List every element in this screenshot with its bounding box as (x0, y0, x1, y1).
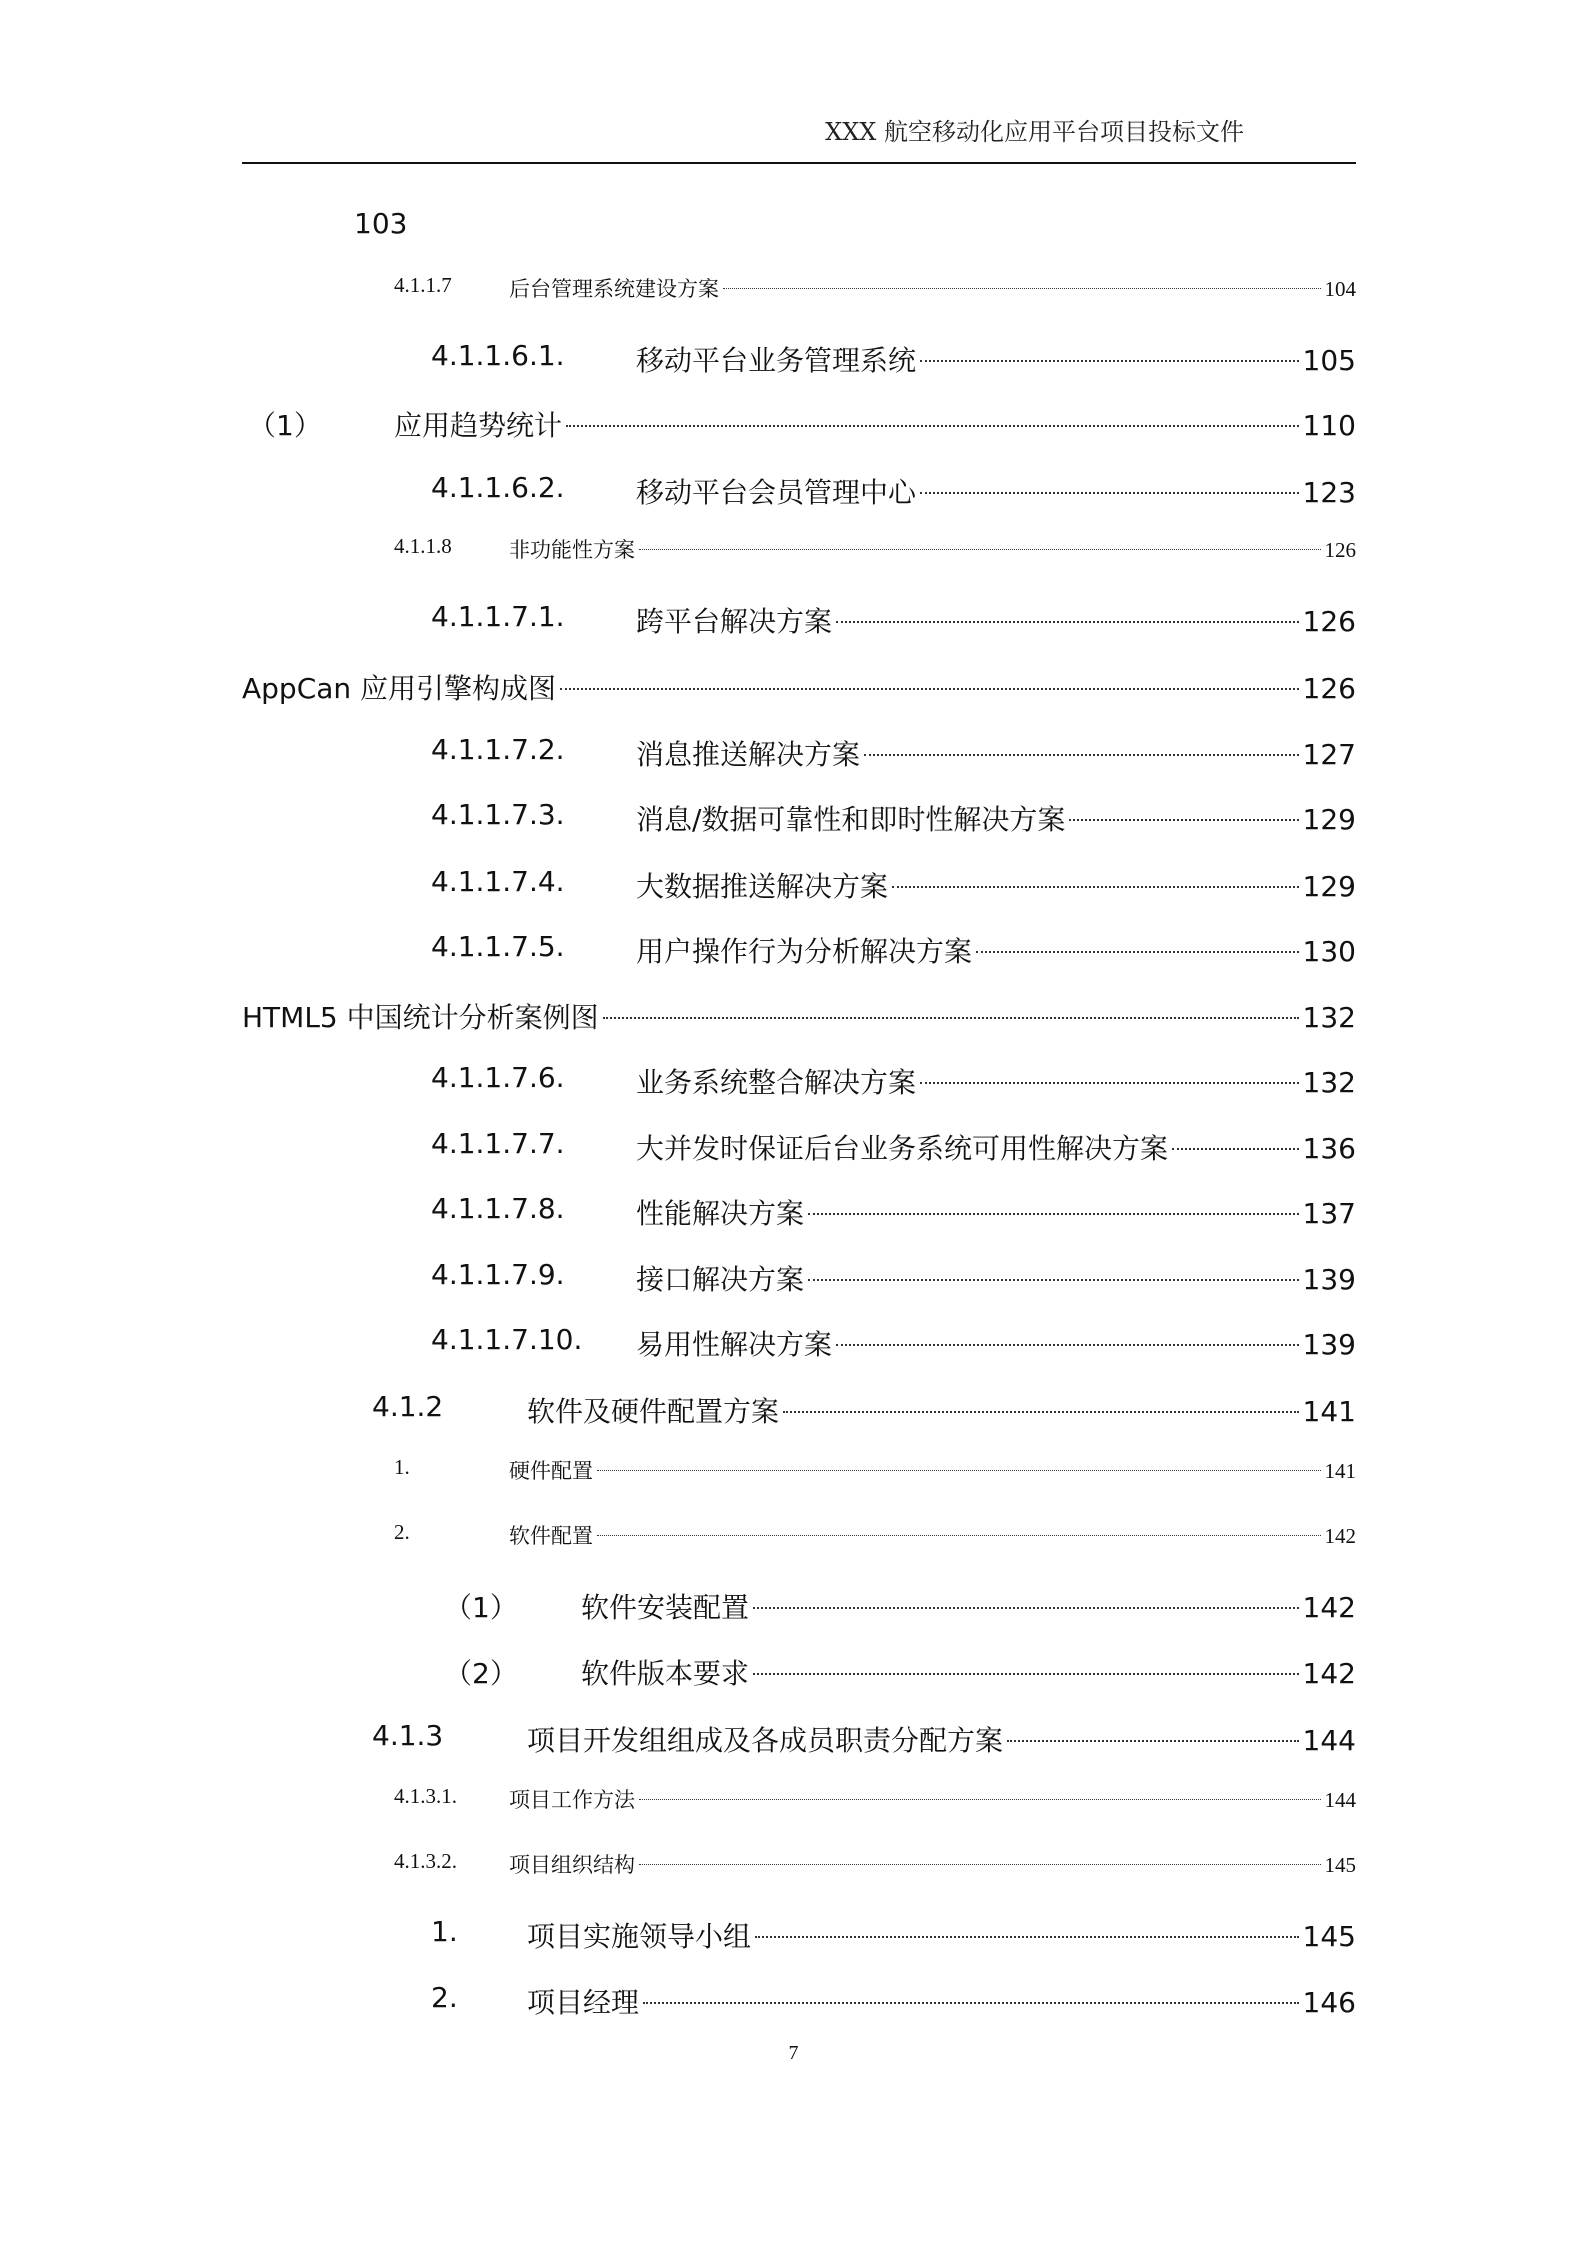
toc-entry-page: 137 (1302, 1197, 1356, 1230)
toc-entry-title: 性能解决方案 (636, 1197, 805, 1230)
toc-entry[interactable] (0, 930, 1356, 970)
toc-entry-page: 139 (1302, 1263, 1356, 1296)
toc-entry-title: 项目组织结构 (509, 1853, 635, 1877)
toc-entry-page: 142 (1302, 1657, 1356, 1690)
toc-entry[interactable] (0, 1784, 1356, 1824)
toc-entry-number: 4.1.1.7.7. (431, 1127, 565, 1160)
toc-entry[interactable] (0, 1652, 1356, 1692)
dot-leader (920, 492, 1299, 494)
dot-leader (597, 1535, 1321, 1536)
dot-leader (892, 886, 1299, 888)
dot-leader (864, 754, 1299, 756)
toc-entry[interactable] (0, 1586, 1356, 1626)
toc-entry-page: 145 (1324, 1853, 1356, 1877)
toc-entry-title: 103 (354, 207, 408, 240)
toc-entry[interactable] (0, 798, 1356, 838)
toc-entry-title: 大数据推送解决方案 (636, 870, 889, 903)
toc-entry-page: 104 (1324, 277, 1356, 301)
toc-entry-title: 易用性解决方案 (636, 1328, 833, 1361)
toc-entry-page: 123 (1302, 476, 1356, 509)
dot-leader (920, 1082, 1299, 1084)
toc-entry-title: 消息/数据可靠性和即时性解决方案 (636, 803, 1066, 836)
toc-entry[interactable] (0, 733, 1356, 773)
dot-leader (808, 1279, 1299, 1281)
toc-entry-title: 业务系统整合解决方案 (636, 1066, 917, 1099)
toc-entry[interactable] (0, 865, 1356, 905)
toc-entry-title: 移动平台业务管理系统 (636, 344, 917, 377)
toc-entry-number: 4.1.1.6.2. (431, 471, 565, 504)
toc-entry[interactable] (0, 471, 1356, 511)
toc-entry-number: 1. (394, 1455, 410, 1479)
toc-entry-title: 硬件配置 (509, 1459, 593, 1483)
header-divider (242, 162, 1356, 164)
dot-leader (639, 1799, 1321, 1800)
toc-entry-title: 项目工作方法 (509, 1788, 635, 1812)
toc-entry-number: （2） (444, 1657, 518, 1690)
toc-entry[interactable] (0, 1849, 1356, 1889)
toc-entry-number: 4.1.1.7.1. (431, 600, 565, 633)
toc-entry[interactable] (0, 1981, 1356, 2021)
page-number: 7 (788, 2042, 799, 2064)
toc-entry-page: 132 (1302, 1066, 1356, 1099)
toc-entry[interactable] (0, 1127, 1356, 1167)
toc-entry-title: 项目经理 (527, 1986, 640, 2019)
dot-leader (808, 1213, 1299, 1215)
toc-entry-number: 4.1.3 (372, 1719, 444, 1752)
dot-leader (1069, 819, 1298, 821)
toc-entry[interactable] (0, 339, 1356, 379)
toc-entry-number: 4.1.3.2. (394, 1849, 457, 1873)
running-header: XXX 航空移动化应用平台项目投标文件 (825, 118, 1244, 146)
toc-entry-title: 软件配置 (509, 1524, 593, 1548)
toc-entry-number: 4.1.2 (372, 1390, 444, 1423)
dot-leader (603, 1017, 1299, 1019)
toc-entry-title: 接口解决方案 (636, 1263, 805, 1296)
dot-leader (753, 1607, 1299, 1609)
toc-entry[interactable] (0, 1915, 1356, 1955)
toc-entry-page: 139 (1302, 1328, 1356, 1361)
dot-leader (836, 621, 1299, 623)
dot-leader (783, 1411, 1299, 1413)
toc-entry-title: 消息推送解决方案 (636, 738, 861, 771)
toc-entry-page: 146 (1302, 1986, 1356, 2019)
toc-entry-page: 127 (1302, 738, 1356, 771)
toc-entry-title: 项目实施领导小组 (527, 1920, 752, 1953)
toc-entry-number: 4.1.1.7 (394, 273, 452, 297)
toc-entry-title: 非功能性方案 (509, 538, 635, 562)
toc-entry[interactable] (0, 207, 1356, 247)
toc-entry[interactable] (0, 600, 1356, 640)
toc-entry-title: 软件安装配置 (581, 1591, 750, 1624)
toc-entry-number: 4.1.1.7.5. (431, 930, 565, 963)
toc-entry[interactable] (0, 1520, 1356, 1560)
toc-entry-page: 110 (1302, 409, 1356, 442)
toc-entry-title: 用户操作行为分析解决方案 (636, 935, 973, 968)
toc-entry-title: 跨平台解决方案 (636, 605, 833, 638)
toc-entry-number: 1. (431, 1915, 458, 1948)
toc-entry-page: 144 (1302, 1724, 1356, 1757)
dot-leader (1172, 1148, 1299, 1150)
toc-entry-page: 144 (1324, 1788, 1356, 1812)
toc-entry-page: 126 (1324, 538, 1356, 562)
toc-entry-number: 2. (431, 1981, 458, 2014)
toc-entry-title: 大并发时保证后台业务系统可用性解决方案 (636, 1132, 1169, 1165)
toc-entry[interactable] (0, 273, 1356, 313)
dot-leader (639, 549, 1321, 550)
toc-entry-number: 2. (394, 1520, 410, 1544)
toc-entry-number: 4.1.1.7.3. (431, 798, 565, 831)
toc-entry-title: 项目开发组组成及各成员职责分配方案 (527, 1724, 1004, 1757)
dot-leader (920, 360, 1299, 362)
toc-entry[interactable] (0, 1455, 1356, 1495)
toc-entry-page: 126 (1302, 672, 1356, 705)
dot-leader (723, 288, 1321, 289)
dot-leader (639, 1864, 1321, 1865)
dot-leader (976, 951, 1299, 953)
dot-leader (597, 1470, 1321, 1471)
toc-entry-number: （1） (444, 1591, 518, 1624)
toc-entry-page: 145 (1302, 1920, 1356, 1953)
toc-entry-title: HTML5 中国统计分析案例图 (242, 1001, 599, 1034)
toc-entry-title: 后台管理系统建设方案 (509, 277, 719, 301)
toc-entry-number: 4.1.3.1. (394, 1784, 457, 1808)
toc-entry-number: 4.1.1.7.2. (431, 733, 565, 766)
toc-entry-page: 142 (1324, 1524, 1356, 1548)
toc-entry-number: 4.1.1.7.4. (431, 865, 565, 898)
toc-entry-page: 132 (1302, 1001, 1356, 1034)
dot-leader (1007, 1740, 1299, 1742)
dot-leader (566, 425, 1299, 427)
toc-entry-title: 应用趋势统计 (394, 409, 563, 442)
toc-entry-number: （1） (248, 409, 322, 442)
toc-entry-page: 136 (1302, 1132, 1356, 1165)
toc-entry-page: 105 (1302, 344, 1356, 377)
toc-entry-page: 129 (1302, 870, 1356, 903)
toc-entry[interactable] (0, 1390, 1356, 1430)
toc-entry[interactable] (0, 667, 1356, 707)
toc-entry-title: AppCan 应用引擎构成图 (242, 672, 557, 705)
toc-entry-number: 4.1.1.7.8. (431, 1192, 565, 1225)
toc-entry-page: 129 (1302, 803, 1356, 836)
dot-leader (560, 688, 1298, 690)
toc-entry-title: 移动平台会员管理中心 (636, 476, 917, 509)
toc-entry[interactable] (0, 1061, 1356, 1101)
toc-entry-number: 4.1.1.8 (394, 534, 452, 558)
toc-entry[interactable] (0, 996, 1356, 1036)
toc-entry-page: 141 (1302, 1395, 1356, 1428)
toc-entry-title: 软件版本要求 (581, 1657, 750, 1690)
toc-entry[interactable] (0, 534, 1356, 574)
toc-entry[interactable] (0, 1192, 1356, 1232)
dot-leader (643, 2002, 1299, 2004)
toc-entry-title: 软件及硬件配置方案 (527, 1395, 780, 1428)
toc-entry[interactable] (0, 1258, 1356, 1298)
toc-entry-page: 141 (1324, 1459, 1356, 1483)
toc-entry-number: 4.1.1.7.10. (431, 1323, 583, 1356)
dot-leader (836, 1344, 1299, 1346)
toc-entry[interactable] (0, 1323, 1356, 1363)
toc-entry-page: 130 (1302, 935, 1356, 968)
toc-entry-page: 126 (1302, 605, 1356, 638)
toc-entry[interactable] (0, 1719, 1356, 1759)
toc-entry-number: 4.1.1.7.9. (431, 1258, 565, 1291)
dot-leader (755, 1936, 1299, 1938)
dot-leader (753, 1673, 1299, 1675)
toc-entry-page: 142 (1302, 1591, 1356, 1624)
toc-entry[interactable] (0, 404, 1356, 444)
toc-entry-number: 4.1.1.7.6. (431, 1061, 565, 1094)
toc-entry-number: 4.1.1.6.1. (431, 339, 565, 372)
